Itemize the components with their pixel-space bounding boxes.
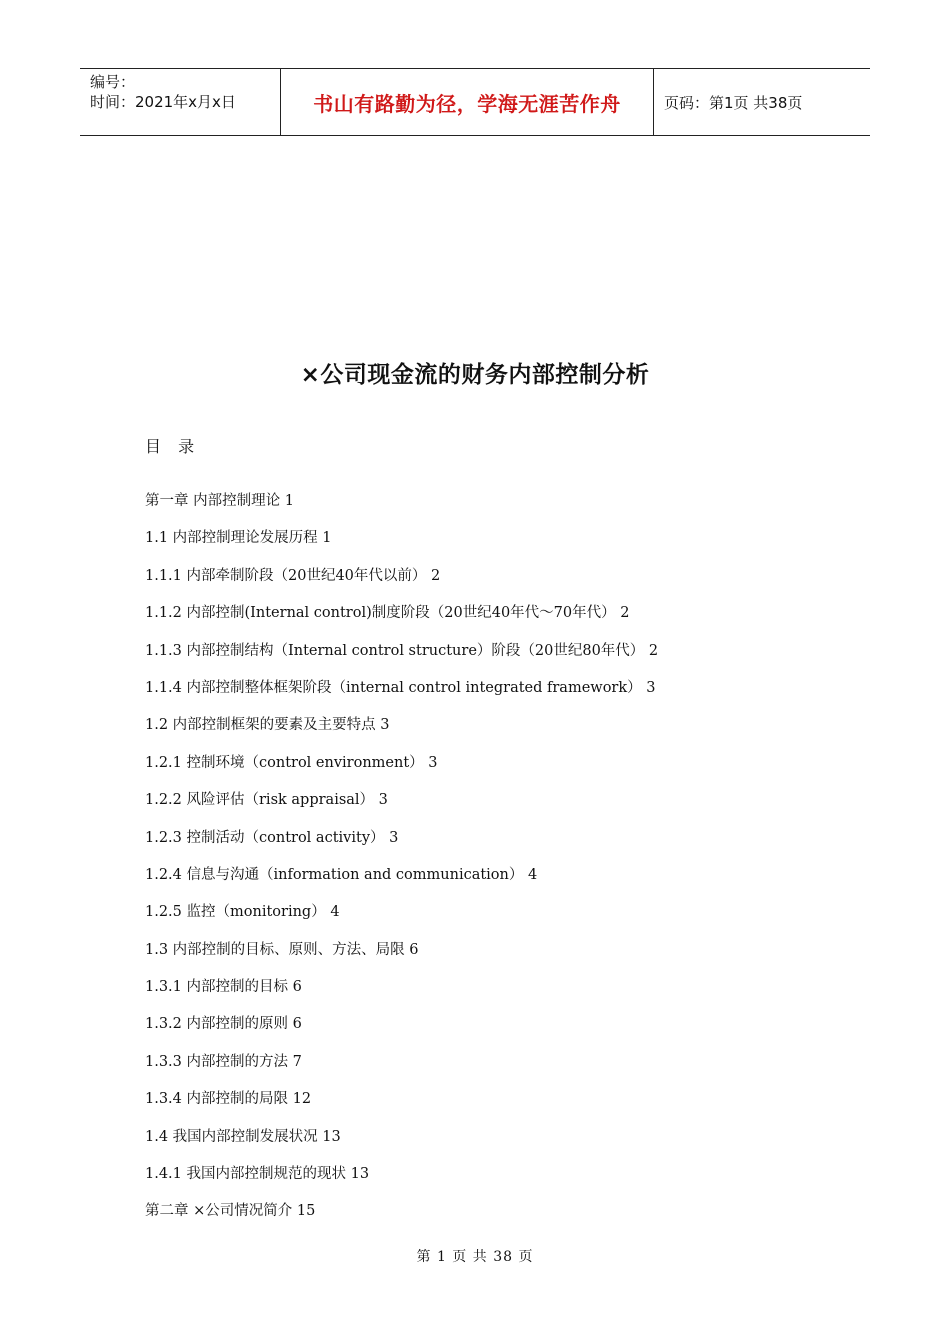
serial-label: 编号： [90, 73, 136, 91]
page-footer: 第 1 页 共 38 页 [416, 1249, 534, 1265]
toc-entry[interactable]: 1.2.2 风险评估（risk appraisal） 3 [145, 792, 388, 809]
toc-entry[interactable]: 1.3.4 内部控制的局限 12 [145, 1091, 312, 1108]
toc-entry[interactable]: 1.3.2 内部控制的原则 6 [145, 1016, 302, 1033]
toc-entry[interactable]: 1.4 我国内部控制发展状况 13 [145, 1128, 341, 1145]
toc-entry[interactable]: 1.2.1 控制环境（control environment） 3 [145, 754, 438, 771]
toc-entry[interactable]: 1.1.4 内部控制整体框架阶段（internal control integrated framework） 3 [145, 679, 656, 696]
time-label: 时间：2021年x月x日 [90, 93, 236, 111]
toc-entry[interactable]: 1.3.1 内部控制的目标 6 [145, 979, 302, 996]
toc-entry[interactable]: 1.2.5 监控（monitoring） 4 [145, 904, 340, 921]
toc-entry[interactable]: 第一章 内部控制理论 1 [145, 493, 294, 509]
page-header [80, 68, 870, 136]
toc-entry[interactable]: 1.1.3 内部控制结构（Internal control structure）阶段（20世纪80年代） 2 [145, 642, 659, 659]
toc-heading: 目 录 [145, 437, 201, 456]
header-meta [80, 69, 281, 135]
toc-entry[interactable]: 1.3 内部控制的目标、原则、方法、局限 6 [145, 941, 419, 958]
toc-entry[interactable]: 第二章 ×公司情况简介 15 [145, 1203, 316, 1220]
header-motto: 书山有路勤为径，学海无涯苦作舟 [281, 69, 654, 135]
toc-entry[interactable]: 1.2.3 控制活动（control activity） 3 [145, 829, 399, 846]
toc-entry[interactable]: 1.4.1 我国内部控制规范的现状 13 [145, 1166, 370, 1183]
toc-entry[interactable]: 1.2.4 信息与沟通（information and communication） 4 [145, 866, 538, 883]
document-title: ×公司现金流的财务内部控制分析 [300, 362, 650, 388]
toc-entry[interactable]: 1.1 内部控制理论发展历程 1 [145, 530, 332, 547]
header-page-info: 页码：第1页 共38页 [664, 93, 803, 112]
table-of-contents [145, 490, 658, 1238]
toc-entry[interactable]: 1.1.2 内部控制(Internal control)制度阶段（20世纪40年代～70年代） 2 [145, 605, 630, 622]
toc-entry[interactable]: 1.3.3 内部控制的方法 7 [145, 1053, 302, 1070]
toc-entry[interactable]: 1.2 内部控制框架的要素及主要特点 3 [145, 717, 390, 734]
toc-entry[interactable]: 1.1.1 内部牵制阶段（20世纪40年代以前） 2 [145, 567, 441, 584]
